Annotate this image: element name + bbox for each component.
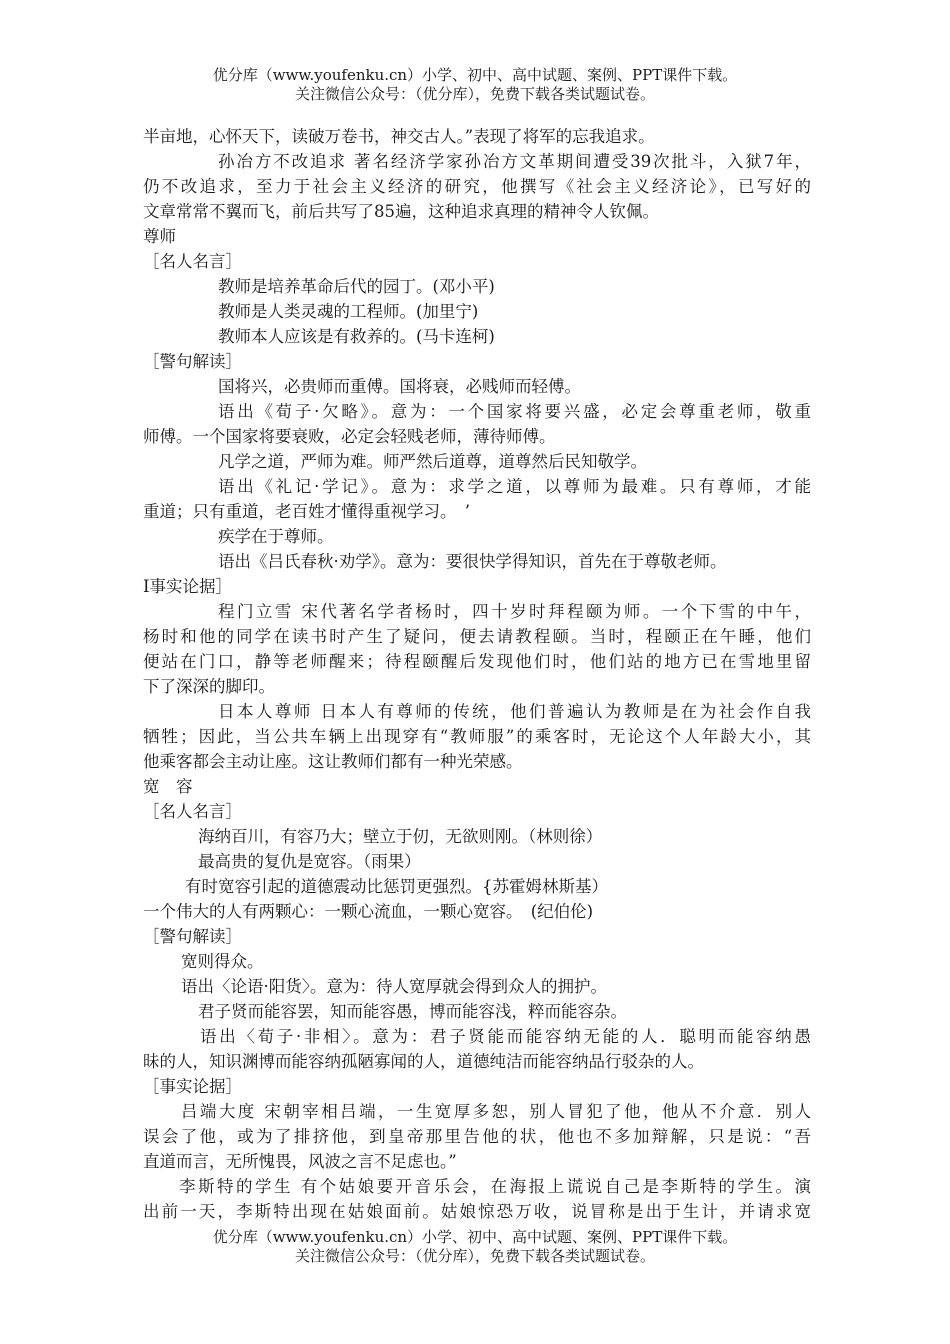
quote-line: 教师是培养革命后代的园丁。(邓小平): [218, 277, 495, 296]
subsection-heading: ［名人名言］: [143, 252, 242, 271]
text-line: 牺牲；因此，当公共车辆上出现穿有“教师服”的乘客时，无论这个人年龄大小，其: [143, 727, 811, 746]
text-line: 宽则得众。: [181, 952, 264, 971]
quote-line: 教师是人类灵魂的工程师。(加里宁): [218, 302, 479, 321]
text-line: 师傅。一个国家将要衰败，必定会轻贱老师，薄待师傅。: [143, 427, 556, 446]
footer-line-1: 优分库（www.youfenku.cn）小学、初中、高中试题、案例、PPT课件下载。: [212, 1228, 738, 1246]
text-line: 孙冶方不改追求 著名经济学家孙冶方文革期间遭受39次批斗，入狱7年，: [218, 152, 811, 171]
quote-line: 一个伟大的人有两颗心：一颗心流血，一颗心宽容。 (纪伯伦): [143, 902, 594, 921]
text-line: 语出〈论语·阳货〉。意为：待人宽厚就会得到众人的拥护。: [181, 977, 607, 996]
subsection-heading: I事实论据］: [143, 577, 233, 596]
subsection-heading: ［警句解读］: [143, 352, 242, 371]
text-line: 语出《吕氏春秋·劝学》。意为：要很快学得知识，首先在于尊敬老师。: [218, 552, 727, 571]
subsection-heading: ［事实论据］: [143, 1077, 242, 1096]
text-line: 语出《荀子·欠略》。意为：一个国家将要兴盛，必定会尊重老师，敬重: [218, 402, 811, 421]
text-line: 文章常常不翼而飞，前后共写了85遍，这种追求真理的精神令人钦佩。: [143, 202, 659, 221]
document-body: [143, 124, 811, 1224]
text-line: 出前一天，李斯特出现在姑娘面前。姑娘惊恐万收，说冒称是出于生计，并请求宽: [143, 1202, 811, 1221]
text-line: 昧的人，知识渊博而能容纳孤陋寡闻的人，道德纯洁而能容纳品行驳杂的人。: [143, 1052, 704, 1071]
text-line: 重道；只有重道，老百姓才懂得重视学习。 ’: [143, 502, 470, 521]
text-line: 凡学之道，严师为难。师严然后道尊，道尊然后民知敬学。: [218, 452, 647, 471]
text-line: 便站在门口，静等老师醒来；待程颐醒后发现他们时，他们站的地方已在雪地里留: [143, 652, 811, 671]
text-line: 误会了他，或为了排挤他，到皇帝那里告他的状，他也不多加辩解，只是说：“吾: [143, 1127, 811, 1146]
page-header: [0, 66, 950, 104]
section-title: 尊师: [143, 227, 176, 246]
subsection-heading: ［警句解读］: [143, 927, 242, 946]
text-line: 杨时和他的同学在读书时产生了疑问，便去请教程颐。当时，程颐正在午睡，他们: [143, 627, 811, 646]
text-line: 直道而言，无所愧畏，风波之言不足虑也。”: [143, 1152, 457, 1171]
text-line: 疾学在于尊师。: [218, 527, 334, 546]
text-line: 语出《礼记·学记》。意为：求学之道，以尊师为最难。只有尊师，才能: [218, 477, 811, 496]
text-line: 李斯特的学生 有个姑娘要开音乐会，在海报上谎说自己是李斯特的学生。演: [179, 1177, 811, 1196]
text-line: 君子贤而能容罢，知而能容愚，博而能容浅，粹而能容杂。: [198, 1002, 627, 1021]
header-line-1: 优分库（www.youfenku.cn）小学、初中、高中试题、案例、PPT课件下载。: [212, 66, 738, 84]
text-line: 仍不改追求，至力于社会主义经济的研究，他撰写《社会主义经济论》，已写好的: [143, 177, 811, 196]
quote-line: 海纳百川，有容乃大；壁立于仞，无欲则刚。（林则徐）: [198, 827, 603, 846]
footer-line-2: 关注微信公众号：（优分库），免费下载各类试题试卷。: [294, 1247, 655, 1265]
text-line: 吕端大度 宋朝宰相吕端，一生宽厚多恕，别人冒犯了他，他从不介意．别人: [181, 1102, 811, 1121]
text-line: 半亩地，心怀天下，读破万卷书，神交古人。”表现了将军的忘我追求。: [143, 127, 655, 146]
quote-line: 有时宽容引起的道德震动比惩罚更强烈。{苏霍姆林斯基）: [185, 877, 608, 896]
page-footer: [0, 1228, 950, 1266]
subsection-heading: ［名人名言］: [143, 802, 242, 821]
header-line-2: 关注微信公众号：（优分库），免费下载各类试题试卷。: [294, 85, 655, 103]
text-line: 国将兴，必贵师而重傅。国将衰，必贱师而轻傅。: [218, 377, 581, 396]
text-line: 语出〈荀子·非相〉。意为：君子贤能而能容纳无能的人．聪明而能容纳愚: [200, 1027, 811, 1046]
text-line: 他乘客都会主动让座。这让教师们都有一种光荣感。: [143, 752, 523, 771]
quote-line: 教师本人应该是有救养的。(马卡连柯): [218, 327, 495, 346]
section-title: 宽 容: [143, 777, 193, 796]
text-line: 下了深深的脚印。: [143, 677, 275, 696]
quote-line: 最高贵的复仇是宽容。（雨果）: [198, 852, 421, 871]
text-line: 日本人尊师 日本人有尊师的传统，他们普遍认为教师是在为社会作自我: [218, 702, 811, 721]
text-line: 程门立雪 宋代著名学者杨时，四十岁时拜程颐为师。一个下雪的中午，: [218, 602, 811, 621]
